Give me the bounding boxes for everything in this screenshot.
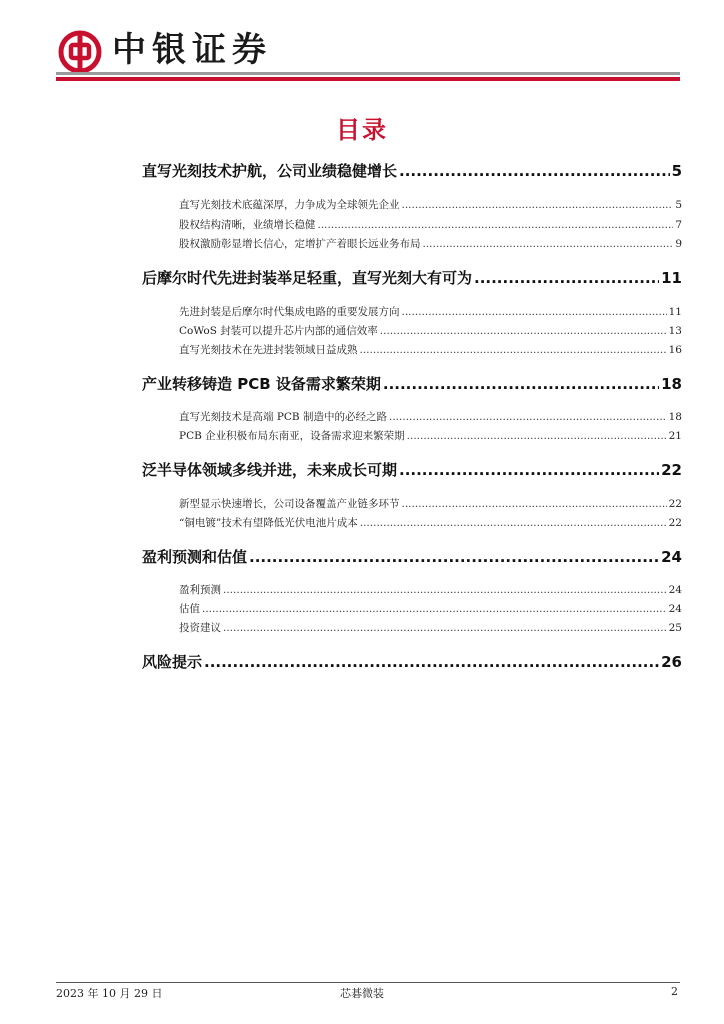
leader-dots [223, 584, 667, 596]
toc-subentry-page: 21 [668, 430, 682, 442]
toc-entry-title: 盈利预测和估值 [142, 548, 248, 566]
toc-subentry[interactable] [179, 428, 682, 443]
toc-entry[interactable] [142, 651, 682, 672]
toc-subentry-page: 9 [675, 238, 682, 250]
page-header [0, 0, 724, 90]
toc-subentry[interactable] [179, 496, 682, 511]
toc-subentry-page: 22 [668, 498, 682, 510]
footer-date: 2023 年 10 月 29 日 [56, 987, 163, 1000]
header-rule-grey [56, 72, 680, 75]
footer-company: 芯碁微装 [340, 987, 384, 1000]
leader-dots [318, 219, 674, 231]
toc-subentry[interactable] [179, 342, 682, 357]
toc-subentry-page: 16 [668, 344, 682, 356]
toc-subentry-title: 直写光刻技术在先进封装领域日益成熟 [179, 344, 358, 356]
leader-dots [223, 622, 667, 634]
toc-subentry[interactable] [179, 620, 682, 635]
toc-subentry-page: 7 [675, 219, 682, 231]
toc-subentry-title: “铜电镀”技术有望降低光伏电池片成本 [179, 517, 358, 529]
toc-entry[interactable] [142, 160, 682, 181]
toc-subentry-page: 5 [675, 199, 682, 211]
leader-dots [407, 430, 667, 442]
toc-title: 目录 [336, 116, 388, 144]
leader-dots [360, 517, 667, 529]
toc-subentry[interactable] [179, 582, 682, 597]
toc-subentry-title: 直写光刻技术底蕴深厚，力争成为全球领先企业 [179, 199, 400, 211]
leader-dots [399, 461, 659, 479]
leader-dots [402, 498, 667, 510]
header-rule-red [56, 77, 680, 81]
toc-entry-title: 产业转移铸造 PCB 设备需求繁荣期 [142, 375, 381, 393]
leader-dots [204, 653, 659, 671]
toc-subentry[interactable] [179, 515, 682, 530]
leader-dots [360, 344, 667, 356]
toc-subentry-page: 13 [668, 325, 682, 337]
toc-subentry[interactable] [179, 601, 682, 616]
toc-subentry-title: PCB 企业积极布局东南亚，设备需求迎来繁荣期 [179, 430, 405, 442]
leader-dots [202, 603, 667, 615]
leader-dots [423, 238, 674, 250]
leader-dots [380, 325, 667, 337]
leader-dots [474, 269, 659, 287]
toc-subentry-title: CoWoS 封装可以提升芯片内部的通信效率 [179, 325, 378, 337]
toc-entry[interactable] [142, 459, 682, 480]
toc-subentry-title: 新型显示快速增长，公司设备覆盖产业链多环节 [179, 498, 400, 510]
toc-entry-page: 26 [661, 653, 682, 671]
toc-entry[interactable] [142, 373, 682, 394]
toc-entry-page: 18 [661, 375, 682, 393]
toc-entry-page: 5 [671, 162, 682, 180]
footer-rule [56, 982, 680, 983]
toc-subentry-page: 18 [668, 411, 682, 423]
toc-entry[interactable] [142, 267, 682, 288]
leader-dots [249, 548, 659, 566]
toc-subentry[interactable] [179, 197, 682, 212]
toc-subentry[interactable] [179, 304, 682, 319]
toc-subentry[interactable] [179, 323, 682, 338]
leader-dots [402, 306, 667, 318]
bank-of-china-logo-icon [58, 30, 102, 74]
leader-dots [383, 375, 659, 393]
toc-subentry-title: 估值 [179, 603, 200, 615]
footer-page-number: 2 [671, 985, 678, 998]
toc-entry-title: 后摩尔时代先进封装举足轻重，直写光刻大有可为 [142, 269, 473, 287]
brand-name: 中银证券 [112, 30, 272, 70]
toc-subentry-page: 11 [668, 306, 682, 318]
leader-dots [399, 162, 670, 180]
toc-subentry[interactable] [179, 236, 682, 251]
toc-entry[interactable] [142, 546, 682, 567]
toc-subentry-title: 先进封装是后摩尔时代集成电路的重要发展方向 [179, 306, 400, 318]
toc-entry-page: 24 [661, 548, 682, 566]
toc-entry-title: 直写光刻技术护航，公司业绩稳健增长 [142, 162, 398, 180]
toc-subentry-title: 直写光刻技术是高端 PCB 制造中的必经之路 [179, 411, 387, 423]
toc-entry-page: 11 [661, 269, 682, 287]
toc-entry-page: 22 [661, 461, 682, 479]
toc-entry-title: 风险提示 [142, 653, 203, 671]
toc-subentry-page: 25 [668, 622, 682, 634]
toc-subentry-page: 24 [668, 584, 682, 596]
toc-subentry-title: 股权激励彰显增长信心，定增扩产着眼长远业务布局 [179, 238, 421, 250]
toc-entry-title: 泛半导体领域多线并进，未来成长可期 [142, 461, 398, 479]
toc-subentry[interactable] [179, 409, 682, 424]
toc-subentry[interactable] [179, 217, 682, 232]
toc-subentry-title: 股权结构清晰，业绩增长稳健 [179, 219, 316, 231]
leader-dots [402, 199, 674, 211]
toc-subentry-page: 22 [668, 517, 682, 529]
toc-subentry-title: 盈利预测 [179, 584, 221, 596]
toc-subentry-page: 24 [668, 603, 682, 615]
leader-dots [389, 411, 667, 423]
toc-subentry-title: 投资建议 [179, 622, 221, 634]
